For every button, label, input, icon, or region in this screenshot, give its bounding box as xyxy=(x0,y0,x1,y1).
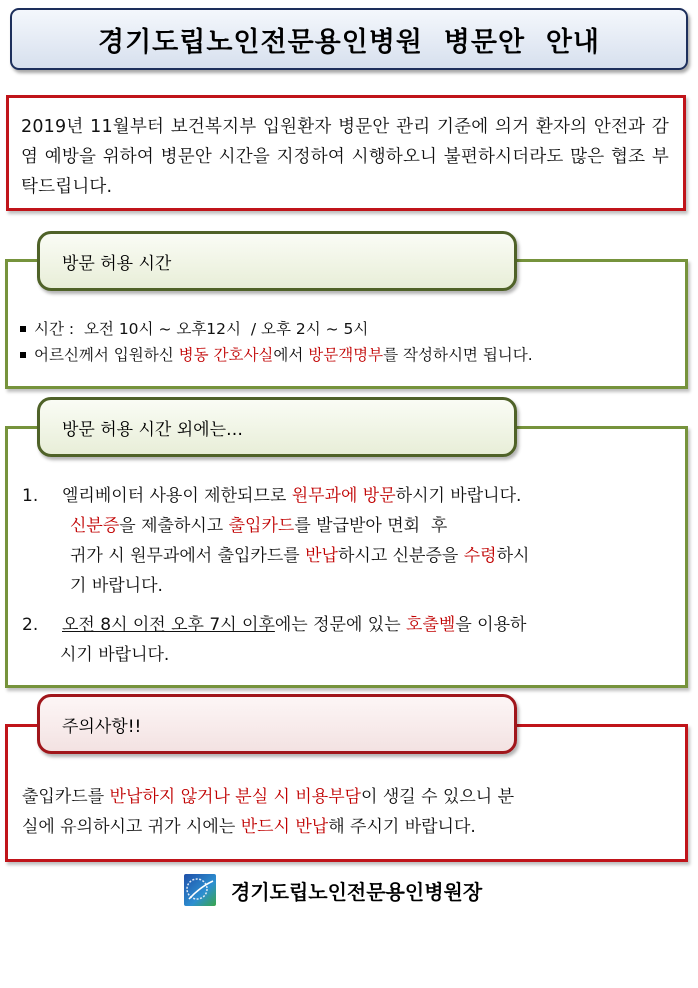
list-item: 어르신께서 입원하신 병동 간호사실 에서 방문객명부 를 작성하시면 됩니다. xyxy=(20,342,533,368)
visiting-hours-heading: 방문 허용 시간 xyxy=(62,253,172,274)
list-item: 시간 : 오전 10시 ~ 오후12시 / 오후 2시 ~ 5시 xyxy=(20,316,533,342)
caution-text: 출입카드를 반납하지 않거나 분실 시 비용부담이 생길 수 있으니 분 실에 유의하시고 귀가 시에는 반드시 반납해 주시기 바랍니다. xyxy=(22,787,515,837)
footer-signature xyxy=(183,873,482,907)
caution-heading: 주의사항!! xyxy=(62,716,142,737)
after-hours-tab xyxy=(37,397,517,457)
bullet-icon xyxy=(20,352,26,358)
after-hours-item-2: 2. 오전 8시 이전 오후 7시 이후에는 정문에 있는 호출벨을 이용하 시기 바랍니다. xyxy=(22,615,527,665)
page-title: 경기도립노인전문용인병원 병문안 안내 xyxy=(98,26,600,58)
visiting-hours-tab xyxy=(37,231,517,291)
hospital-logo-icon xyxy=(183,873,217,907)
visiting-hours-list xyxy=(20,316,533,368)
signature-text: 경기도립노인전문용인병원장 xyxy=(231,879,483,904)
bullet-icon xyxy=(20,326,26,332)
after-hours-item-1: 1. 엘리베이터 사용이 제한되므로 원무과에 방문하시기 바랍니다. 신분증을 제출하시고 출입카드를 발급받아 면회 후 귀가 시 원무과에서 출입카드를 반납하시고 신분증을 수령하시 기 바랍니다. xyxy=(22,486,530,596)
title-banner xyxy=(10,8,688,70)
after-hours-heading: 방문 허용 시간 외에는… xyxy=(62,419,244,440)
caution-tab xyxy=(37,694,517,754)
intro-notice: 2019년 11월부터 보건복지부 입원환자 병문안 관리 기준에 의거 환자의 안전과 감염 예방을 위하여 병문안 시간을 지정하여 시행하오니 불편하시더라도 많은 협조 부탁드립니다. xyxy=(6,95,686,211)
